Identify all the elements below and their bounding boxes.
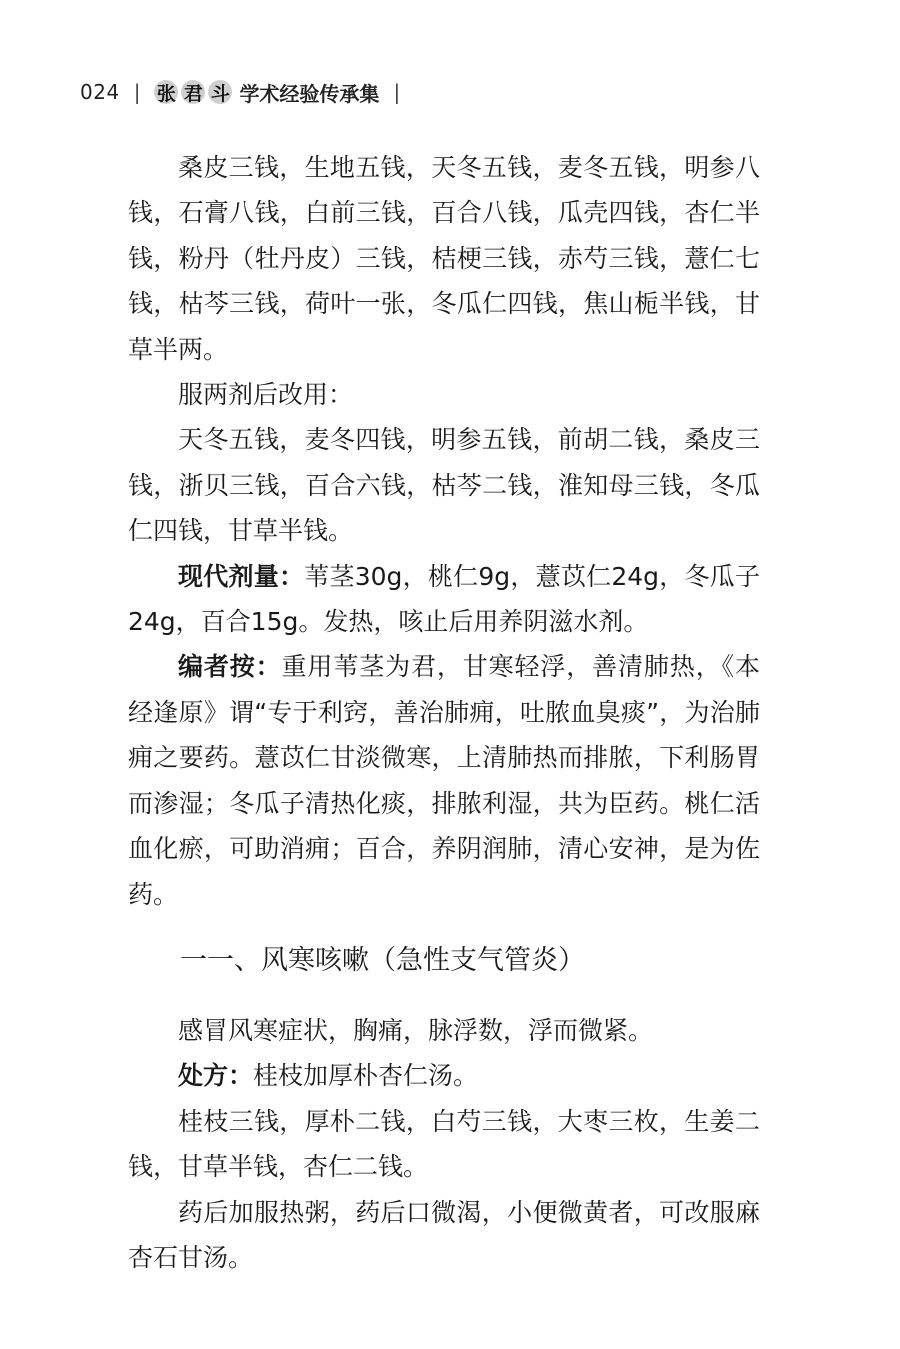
editor-note-paragraph: [128, 644, 760, 916]
prescription-label: 处方：: [178, 1061, 254, 1091]
page-body: [128, 145, 760, 1280]
editor-note-label: 编者按：: [178, 652, 282, 682]
paragraph-text: 桑皮三钱，生地五钱，天冬五钱，麦冬五钱，明参八钱，石膏八钱，白前三钱，百合八钱，瓜壳四钱，杏仁半钱，粉丹（牡丹皮）三钱，桔梗三钱，赤芍三钱，薏仁七钱，枯芩三钱，荷叶一张，冬瓜仁四钱，焦山栀半钱，甘草半两。: [128, 153, 760, 364]
paragraph-text: 天冬五钱，麦冬四钱，明参五钱，前胡二钱，桑皮三钱，浙贝三钱，百合六钱，枯芩二钱，淮知母三钱，冬瓜仁四钱，甘草半钱。: [128, 425, 760, 546]
author-char-3: 斗: [208, 80, 232, 104]
running-header: [80, 74, 414, 110]
prescription-paragraph: [128, 145, 760, 372]
prescription-name-paragraph: [128, 1053, 760, 1098]
header-end-separator: |: [393, 80, 401, 104]
book-title: 学术经验传承集: [239, 81, 380, 106]
paragraph-text: 药后加服热粥，药后口微渴，小便微黄者，可改服麻杏石甘汤。: [128, 1197, 760, 1272]
author-char-1: 张: [154, 80, 178, 104]
page-number: 024: [80, 80, 120, 104]
section-heading: 一一、风寒咳嗽（急性支气管炎）: [180, 944, 585, 976]
modern-dosage-label: 现代剂量：: [178, 561, 305, 591]
paragraph-text: 桂枝加厚朴杏仁汤。: [253, 1061, 479, 1091]
paragraph-text: 服两剂后改用：: [178, 380, 354, 410]
revised-prescription-paragraph: [128, 417, 760, 553]
author-char-2: 君: [181, 80, 205, 104]
aftercare-paragraph: [128, 1190, 760, 1281]
header-separator: |: [133, 80, 141, 104]
modern-dosage-paragraph: [128, 554, 760, 645]
paragraph-text: 重用苇茎为君，甘寒轻浮，善清肺热，《本经逢原》谓“专于利窍，善治肺痈，吐脓血臭痰”，为治肺痈之要药。薏苡仁甘淡微寒，上清肺热而排脓，下利肠胃而渗湿；冬瓜子清热化痰，排脓利湿，共为臣药。桃仁活血化瘀，可助消痈；百合，养阴润肺，清心安神，是为佐药。: [128, 652, 760, 909]
ingredients-paragraph: [128, 1099, 760, 1190]
paragraph-text: 苇茎30g，桃仁9g，薏苡仁24g，冬瓜子24g，百合15g。发热，咳止后用养阴滋水剂。: [128, 561, 760, 637]
symptoms-paragraph: [128, 1008, 760, 1053]
paragraph-text: 感冒风寒症状，胸痛，脉浮数，浮而微紧。: [178, 1015, 654, 1045]
paragraph-text: 桂枝三钱，厚朴二钱，白芍三钱，大枣三枚，生姜二钱，甘草半钱，杏仁二钱。: [128, 1106, 760, 1182]
followup-paragraph: [128, 372, 760, 417]
